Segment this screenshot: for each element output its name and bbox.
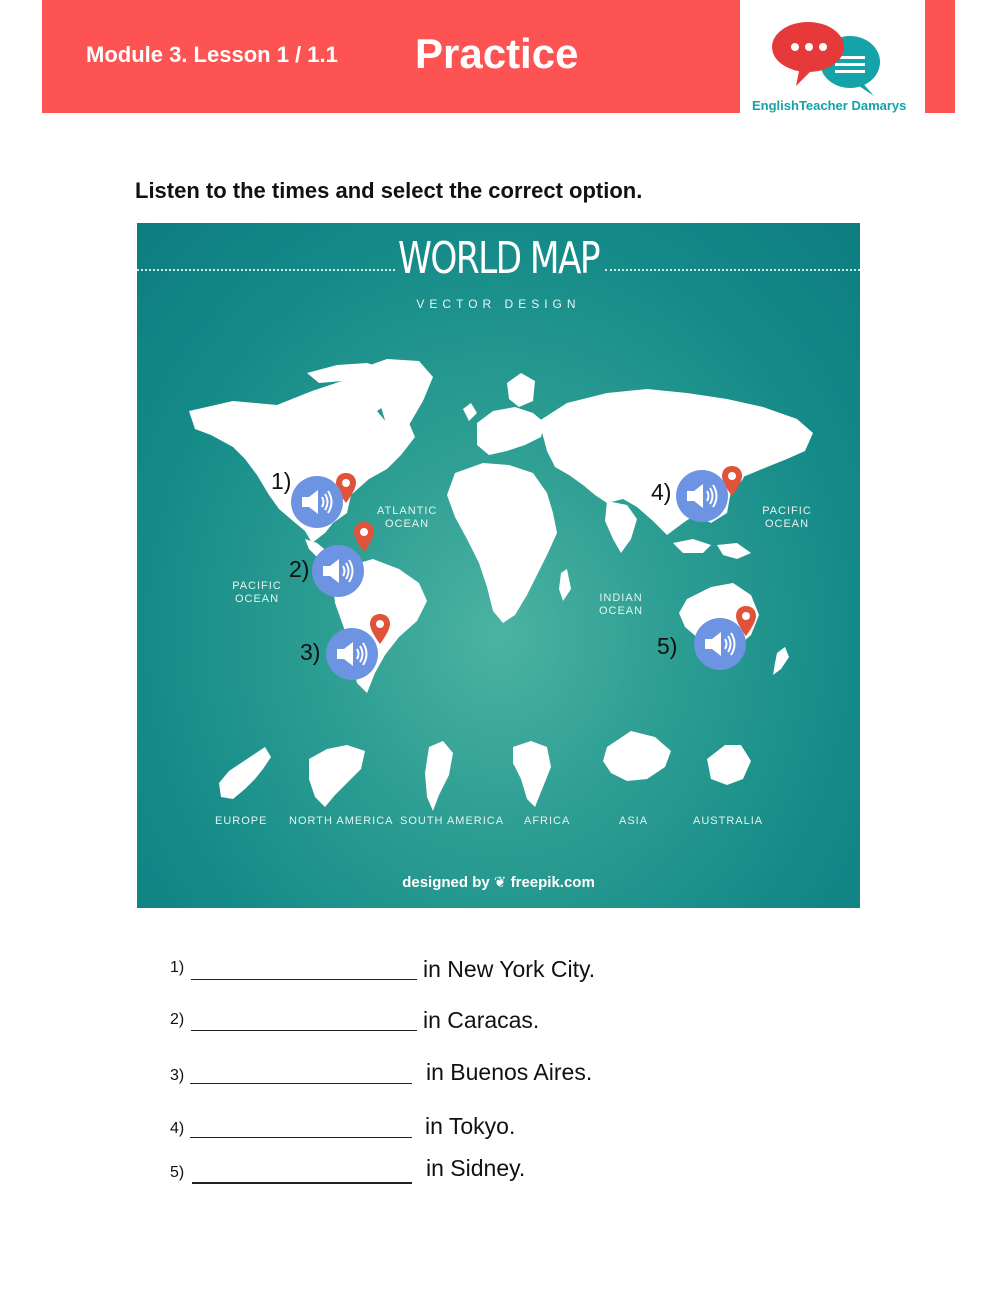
play-audio-button-1[interactable] [291, 476, 343, 528]
map-pin-icon [354, 522, 374, 552]
ocean-label-indian: INDIAN OCEAN [598, 592, 644, 617]
logo-text: EnglishTeacher Damarys [752, 98, 907, 113]
continent-label: AFRICA [524, 815, 571, 827]
speaker-icon [300, 488, 334, 516]
answer-number: 2) [170, 1011, 185, 1028]
answer-input-1[interactable] [191, 956, 417, 980]
play-audio-button-2[interactable] [312, 545, 364, 597]
play-audio-button-3[interactable] [326, 628, 378, 680]
chat-bubbles-icon [740, 0, 925, 100]
continent-label: NORTH AMERICA [289, 815, 394, 827]
ocean-label-atlantic: ATLANTIC OCEAN [377, 505, 438, 530]
page-title: Practice [415, 30, 579, 77]
ocean-label-pacific-left: PACIFIC OCEAN [232, 580, 282, 605]
answer-input-4[interactable] [190, 1114, 412, 1138]
play-audio-button-4[interactable] [676, 470, 728, 522]
answer-city-text: in Tokyo. [425, 1113, 516, 1139]
map-subtitle: VECTOR DESIGN [416, 297, 581, 311]
answer-city-text: in New York City. [423, 956, 596, 982]
freepik-credit: designed by ❦ freepik.com [402, 874, 595, 891]
continent-label: AUSTRALIA [693, 815, 764, 827]
marker-label: 5) [657, 633, 678, 659]
marker-label: 4) [651, 479, 672, 505]
speaker-icon [685, 482, 719, 510]
answer-input-5[interactable] [192, 1160, 412, 1184]
speaker-icon [321, 557, 355, 585]
answer-input-3[interactable] [190, 1060, 412, 1084]
continent-label: SOUTH AMERICA [400, 815, 505, 827]
answer-number: 3) [170, 1067, 185, 1084]
answer-number: 1) [170, 959, 185, 976]
instruction-text: Listen to the times and select the correct option. [135, 178, 643, 203]
world-map-image [137, 223, 860, 908]
answer-city-text: in Sidney. [426, 1155, 526, 1181]
continent-label: EUROPE [215, 815, 268, 827]
ocean-label-pacific-right: PACIFIC OCEAN [762, 505, 812, 530]
marker-label: 2) [289, 556, 310, 582]
answer-number: 4) [170, 1120, 185, 1137]
play-audio-button-5[interactable] [694, 618, 746, 670]
logo [740, 0, 925, 113]
answer-city-text: in Buenos Aires. [426, 1059, 593, 1085]
answer-city-text: in Caracas. [423, 1007, 540, 1033]
map-title: WORLD MAP [398, 233, 599, 284]
answer-number: 5) [170, 1164, 185, 1181]
answer-input-2[interactable] [191, 1007, 417, 1031]
marker-label: 1) [271, 468, 292, 494]
marker-label: 3) [300, 639, 321, 665]
speaker-icon [335, 640, 369, 668]
module-label: Module 3. Lesson 1 / 1.1 [86, 42, 338, 67]
world-map-land [137, 223, 860, 908]
speaker-icon [703, 630, 737, 658]
continent-label: ASIA [619, 815, 649, 827]
